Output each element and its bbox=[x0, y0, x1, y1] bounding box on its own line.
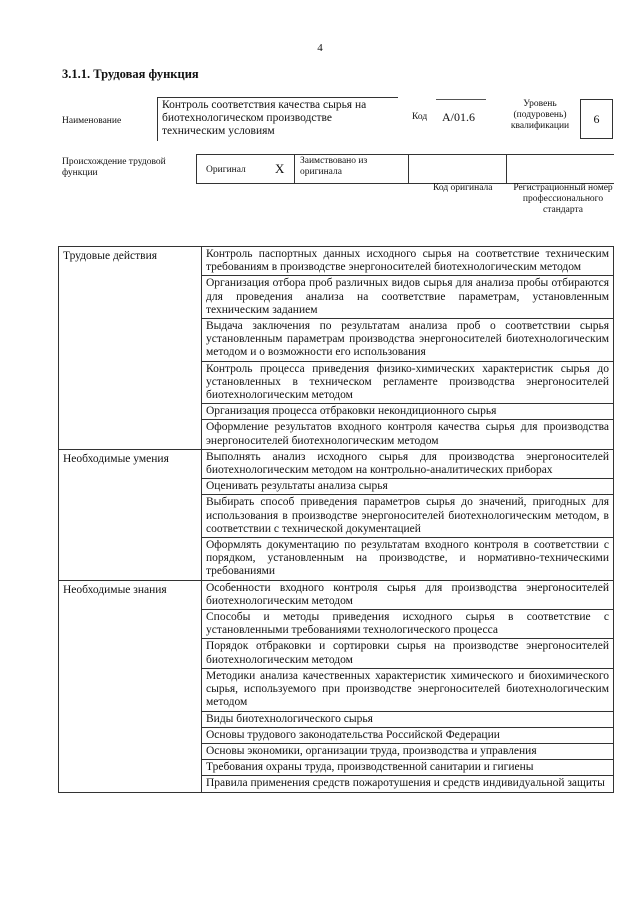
item-cell: Основы трудового законодательства Российской Федерации bbox=[202, 727, 614, 743]
section-heading: 3.1.1. Трудовая функция bbox=[62, 67, 199, 81]
table-row bbox=[59, 727, 614, 743]
item-cell: Правила применения средств пожаротушения и средств индивидуальной защиты bbox=[202, 776, 614, 792]
name-label: Наименование bbox=[62, 116, 122, 126]
category-cell bbox=[59, 420, 202, 449]
code-value: A/01.6 bbox=[442, 110, 475, 124]
table-row bbox=[59, 639, 614, 668]
code-label: Код bbox=[412, 112, 428, 122]
category-cell bbox=[59, 639, 202, 668]
table-row bbox=[59, 479, 614, 495]
item-cell: Порядок отбраковки и сортировки сырья на производстве энергоносителей биотехнологическим методом bbox=[202, 639, 614, 668]
item-cell: Методики анализа качественных характеристик химического и биохимического сырья, используемого при производстве энергоносителей биотехнологическим методом bbox=[202, 668, 614, 711]
table-row bbox=[59, 247, 614, 276]
category-title: Необходимые знания bbox=[63, 583, 167, 596]
category-cell bbox=[59, 247, 202, 276]
table-row bbox=[59, 711, 614, 727]
category-cell bbox=[59, 495, 202, 538]
table-row bbox=[59, 276, 614, 319]
item-cell: Способы и методы приведения исходного сырья в соответствие с установленными требованиями технологического процесса bbox=[202, 610, 614, 639]
item-cell: Требования охраны труда, производственной санитарии и гигиены bbox=[202, 760, 614, 776]
table-row bbox=[59, 760, 614, 776]
item-cell: Организация отбора проб различных видов сырья для анализа пробы отбираются для проведения анализа на соответствие параметрам, установленным техническим заданием bbox=[202, 276, 614, 319]
original-mark: X bbox=[275, 161, 285, 176]
item-cell: Организация процесса отбраковки некондиционного сырья bbox=[202, 404, 614, 420]
table-row bbox=[59, 538, 614, 581]
category-cell bbox=[59, 727, 202, 743]
code-original-label: Код оригинала bbox=[433, 183, 493, 193]
table-row bbox=[59, 610, 614, 639]
borrowed-label: Заимствовано из оригинала bbox=[300, 156, 368, 177]
table-row bbox=[59, 361, 614, 404]
table-row bbox=[59, 668, 614, 711]
category-cell bbox=[59, 580, 202, 609]
page-number: 4 bbox=[317, 42, 323, 54]
category-cell bbox=[59, 449, 202, 478]
item-cell: Выдача заключения по результатам анализа проб о соответствии сырья установленным параметрам производства энергоносителей биотехнологическим методом и о возможности его использования bbox=[202, 319, 614, 362]
reg-number-label: Регистрационный номер профессионального стандарта bbox=[513, 183, 613, 215]
table-row bbox=[59, 449, 614, 478]
category-cell bbox=[59, 319, 202, 362]
main-table bbox=[58, 246, 614, 793]
function-name: Контроль соответствия качества сырья на биотехнологическом производстве техническим условиям bbox=[157, 97, 398, 141]
item-cell: Контроль паспортных данных исходного сырья на соответствие техническим требованиям в производстве энергоносителей биотехнологическим методом bbox=[202, 247, 614, 276]
category-cell bbox=[59, 361, 202, 404]
table-row bbox=[59, 495, 614, 538]
category-cell bbox=[59, 479, 202, 495]
item-cell: Выполнять анализ исходного сырья для производства энергоносителей биотехнологическим методом на контрольно-аналитических приборах bbox=[202, 449, 614, 478]
item-cell: Выбирать способ приведения параметров сырья до значений, пригодных для использования в производстве энергоносителей биотехнологическим методом, в соответствии с технической документацией bbox=[202, 495, 614, 538]
category-cell bbox=[59, 276, 202, 319]
original-label: Оригинал bbox=[206, 165, 246, 175]
item-cell: Виды биотехнологического сырья bbox=[202, 711, 614, 727]
category-title: Трудовые действия bbox=[63, 250, 158, 262]
table-row bbox=[59, 319, 614, 362]
category-title: Необходимые умения bbox=[63, 452, 169, 465]
category-cell bbox=[59, 538, 202, 581]
item-cell: Основы экономики, организации труда, производства и управления bbox=[202, 743, 614, 759]
category-cell bbox=[59, 404, 202, 420]
table-row bbox=[59, 404, 614, 420]
category-cell bbox=[59, 760, 202, 776]
item-cell: Оценивать результаты анализа сырья bbox=[202, 479, 614, 495]
category-cell bbox=[59, 743, 202, 759]
table-row bbox=[59, 776, 614, 792]
origin-label: Происхождение трудовой функции bbox=[62, 157, 166, 178]
level-label: Уровень (подуровень) квалификации bbox=[510, 99, 570, 131]
category-cell bbox=[59, 711, 202, 727]
table-row bbox=[59, 743, 614, 759]
item-cell: Особенности входного контроля сырья для производства энергоносителей биотехнологическим методом bbox=[202, 580, 614, 609]
table-row bbox=[59, 420, 614, 449]
table-row bbox=[59, 580, 614, 609]
category-cell bbox=[59, 610, 202, 639]
item-cell: Оформлять документацию по результатам входного контроля в соответствии с порядком, установленным на производстве, и нормативно-техническими требованиями bbox=[202, 538, 614, 581]
category-cell bbox=[59, 776, 202, 792]
category-cell bbox=[59, 668, 202, 711]
item-cell: Оформление результатов входного контроля качества сырья для производства энергоносителей биотехнологическим методом bbox=[202, 420, 614, 449]
level-value: 6 bbox=[580, 99, 613, 139]
item-cell: Контроль процесса приведения физико-химических характеристик сырья до установленных в техническом регламенте производства энергоносителей биотехнологическим методом bbox=[202, 361, 614, 404]
